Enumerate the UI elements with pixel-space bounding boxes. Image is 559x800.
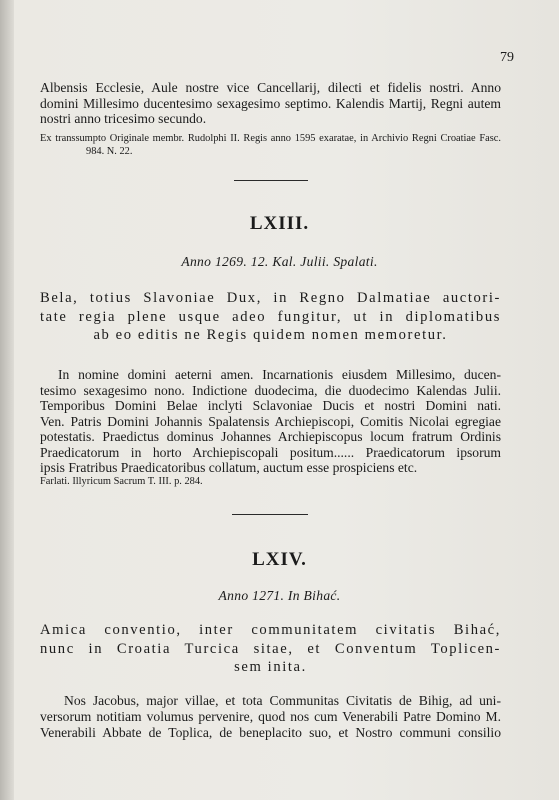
section-divider (234, 180, 308, 181)
text-line: Albensis Ecclesie, Aule nostre vice Cancellarij, dilecti et fidelis nostri. Anno (40, 80, 501, 95)
text-line: Praedicatorum in horto Archiepiscopali positum...... Praedicatorum ipsorum (40, 444, 501, 460)
document-number: LXIV. (252, 549, 307, 570)
page-gutter (0, 0, 14, 800)
text-line: Nos Jacobus, major villae, et tota Communitas Civitatis de Bihig, ad uni- (64, 693, 501, 708)
summary-line: ab eo editis ne Regis quidem nomen memoretur. (93, 327, 448, 343)
summary-line: sem inita. (234, 659, 307, 675)
source-note (40, 133, 501, 158)
document-dateline: Anno 1271. In Bihać. (218, 588, 341, 603)
summary-line: Bela, totius Slavoniae Dux, in Regno Dalmatiae auctori- (40, 290, 501, 306)
source-note (40, 476, 501, 489)
text-line: Ven. Patris Domini Johannis Spalatensis Archiepiscopi, Comitis Nicolai egregiae (40, 413, 501, 429)
document-dateline: Anno 1269. 12. Kal. Julii. Spalati. (181, 254, 378, 269)
text-line: ipsis Fratribus Praedicatoribus collatum, auctum esse prospiciens etc. (40, 460, 418, 475)
source-line: Farlati. Illyricum Sacrum T. III. p. 284. (40, 476, 203, 487)
source-line: Ex transsumpto Originale membr. Rudolphi II. Regis anno 1595 exaratae, in Archivio Regni Croatiae Fasc. (40, 133, 501, 144)
source-line: 984. N. 22. (86, 145, 133, 157)
document-summary (40, 621, 501, 677)
top-paragraph (40, 80, 501, 127)
document-summary (40, 289, 501, 345)
text-line: In nomine domini aeterni amen. Incarnationis eiusdem Millesimo, ducen- (58, 367, 501, 382)
text-line: versorum notitiam volumus pervenire, quod nos cum Venerabili Patre Domino M. (40, 709, 501, 724)
text-line: nostri anno tricesimo secundo. (40, 111, 207, 126)
document-text (40, 367, 501, 476)
text-line: domini Millesimo ducentesimo sexagesimo septimo. Kalendis Martij, Regni autem (40, 95, 501, 111)
summary-line: tate regia plene usque adeo fungitur, ut in diplomatibus (40, 308, 501, 325)
document-text (40, 693, 501, 741)
text-line: Venerabili Abbate de Toplica, de beneplacito suo, et Nostro communi consilio (40, 725, 501, 740)
text-line: tesimo sexagesimo nono. Indictione duodecima, die duodecimo Kalendas Julii. (40, 382, 501, 398)
summary-line: nunc in Croatia Turcica sitae, et Conventum Toplicen- (40, 640, 501, 657)
document-number: LXIII. (249, 213, 310, 234)
page-number: 79 (500, 50, 514, 65)
text-line: potestatis. Praedictus dominus Johannes Archiepiscopus locum fratrum Ordinis (40, 429, 501, 444)
section-divider (232, 514, 308, 515)
text-line: Temporibus Domini Belae inclyti Sclavoniae Ducis et nostri Domini nati. (40, 398, 501, 413)
summary-line: Amica conventio, inter communitatem civitatis Bihać, (40, 622, 501, 638)
